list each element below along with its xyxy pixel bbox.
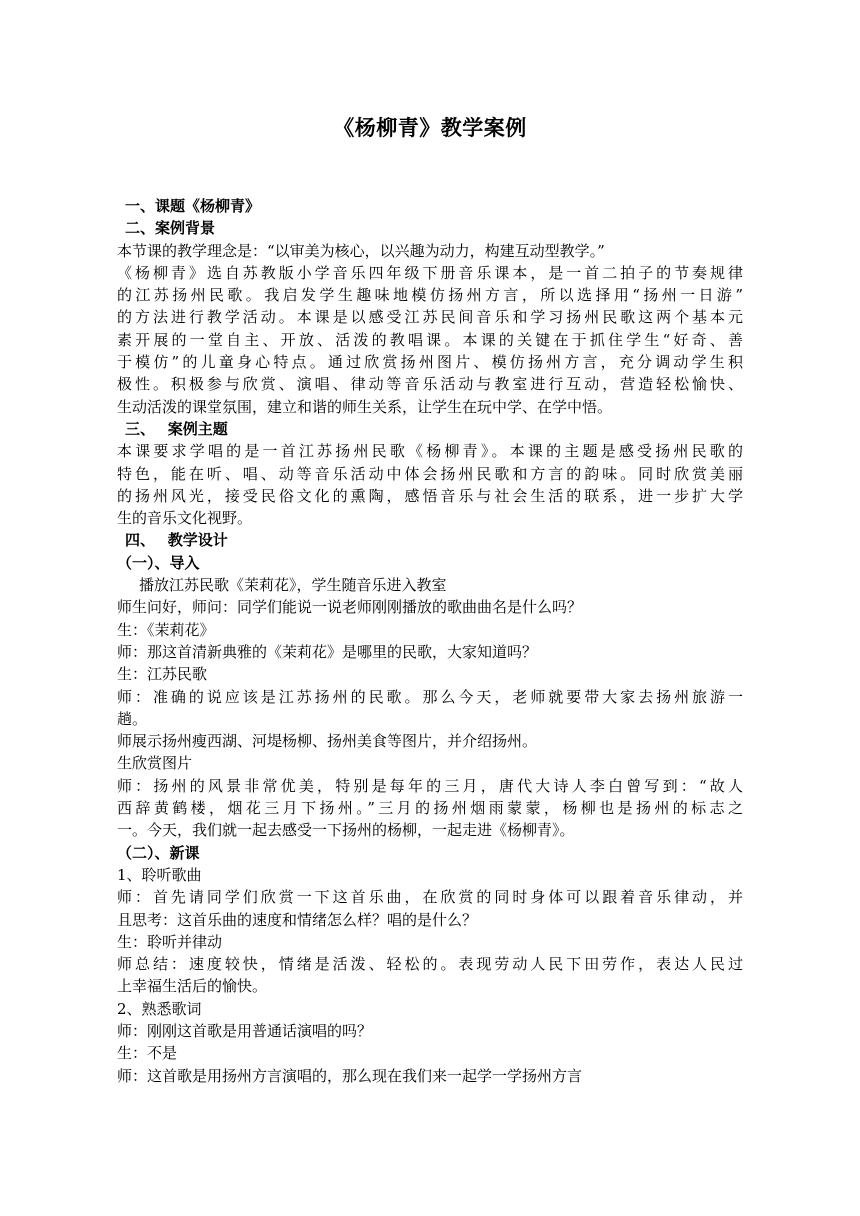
paragraph-line: 特色，能在听、唱、动等音乐活动中体会扬州民歌和方言的韵味。同时欣赏美丽 <box>117 464 743 483</box>
heading-theme: 三、 案例主题 <box>125 419 228 438</box>
paragraph-line: 《杨柳青》选自苏教版小学音乐四年级下册音乐课本，是一首二拍子的节奏规律 <box>117 263 743 282</box>
paragraph-line: 本节课的教学理念是：“以审美为核心，以兴趣为动力，构建互动型教学。” <box>117 241 605 260</box>
paragraph-line: 上幸福生活后的愉快。 <box>117 977 268 996</box>
paragraph-line: 一。今天，我们就一起去感受一下扬州的杨柳，一起走进《杨柳青》。 <box>117 821 575 840</box>
paragraph-line: 师总结：速度较快，情绪是活泼、轻松的。表现劳动人民下田劳作，表达人民过 <box>117 955 743 974</box>
subheading-intro: （一）、导入 <box>117 553 200 572</box>
paragraph-line: 师：准确的说应该是江苏扬州的民歌。那么今天，老师就要带大家去扬州旅游一 <box>117 687 743 706</box>
paragraph-line: 师：首先请同学们欣赏一下这首乐曲，在欣赏的同时身体可以跟着音乐律动，并 <box>117 888 743 907</box>
paragraph-line: 生：江苏民歌 <box>117 665 208 684</box>
document-body <box>117 195 743 1087</box>
paragraph-line: 的江苏扬州民歌。我启发学生趣味地模仿扬州方言，所以选择用“扬州一日游” <box>117 286 743 305</box>
paragraph-line: 生的音乐文化视野。 <box>117 509 253 528</box>
paragraph-line: 生：不是 <box>117 1044 178 1063</box>
paragraph-line: 师：刚刚这首歌是用普通话演唱的吗？ <box>117 1021 373 1040</box>
paragraph-line: 师生问好，师问：同学们能说一说老师刚刚播放的歌曲曲名是什么吗？ <box>117 598 583 617</box>
paragraph-line: 生：《茉莉花》 <box>117 620 215 639</box>
paragraph-line: 师：那这首清新典雅的《茉莉花》是哪里的民歌，大家知道吗？ <box>117 642 538 661</box>
paragraph-line: 于模仿”的儿童身心特点。通过欣赏扬州图片、模仿扬州方言，充分调动学生积 <box>117 353 743 372</box>
paragraph-line: 生动活泼的课堂氛围，建立和谐的师生关系，让学生在玩中学、在学中悟。 <box>117 397 613 416</box>
paragraph-line: 且思考：这首乐曲的速度和情绪怎么样？唱的是什么？ <box>117 910 478 929</box>
paragraph-line: 师：扬州的风景非常优美，特别是每年的三月，唐代大诗人李白曾写到：“故人 <box>117 776 743 795</box>
paragraph-line: 极性。积极参与欣赏、演唱、律动等音乐活动与教室进行互动，营造轻松愉快、 <box>117 375 743 394</box>
heading-topic: 一、课题《杨柳青》 <box>125 197 261 215</box>
heading-design: 四、 教学设计 <box>125 531 228 550</box>
subheading-new-lesson: （二）、新课 <box>117 843 200 862</box>
paragraph-line: 师展示扬州瘦西湖、河堤杨柳、扬州美食等图片，并介绍扬州。 <box>117 732 538 751</box>
paragraph-line: 生：聆听并律动 <box>117 932 223 951</box>
paragraph-line: 的扬州风光，接受民俗文化的熏陶，感悟音乐与社会生活的联系，进一步扩大学 <box>117 486 743 505</box>
paragraph-line: 素开展的一堂自主、开放、活泼的教唱课。本课的关键在于抓住学生“好奇、善 <box>117 330 743 349</box>
paragraph-line: 西辞黄鹤楼，烟花三月下扬州。”三月的扬州烟雨蒙蒙，杨柳也是扬州的标志之 <box>117 799 743 818</box>
paragraph-line: 1、聆听歌曲 <box>117 865 202 884</box>
paragraph-line: 2、熟悉歌词 <box>117 999 202 1018</box>
heading-background: 二、案例背景 <box>125 219 216 238</box>
paragraph-line: 师：这首歌是用扬州方言演唱的，那么现在我们来一起学一学扬州方言 <box>117 1066 583 1085</box>
paragraph-line: 趟。 <box>117 709 148 728</box>
page-title: 《杨柳青》教学案例 <box>333 116 527 140</box>
paragraph-line: 本课要求学唱的是一首江苏扬州民歌《杨柳青》。本课的主题是感受扬州民歌的 <box>117 442 743 461</box>
paragraph-line: 播放江苏民歌《茉莉花》，学生随音乐进入教室 <box>139 576 447 595</box>
paragraph-line: 的方法进行教学活动。本课是以感受江苏民间音乐和学习扬州民歌这两个基本元 <box>117 308 743 327</box>
paragraph-line: 生欣赏图片 <box>117 754 193 773</box>
